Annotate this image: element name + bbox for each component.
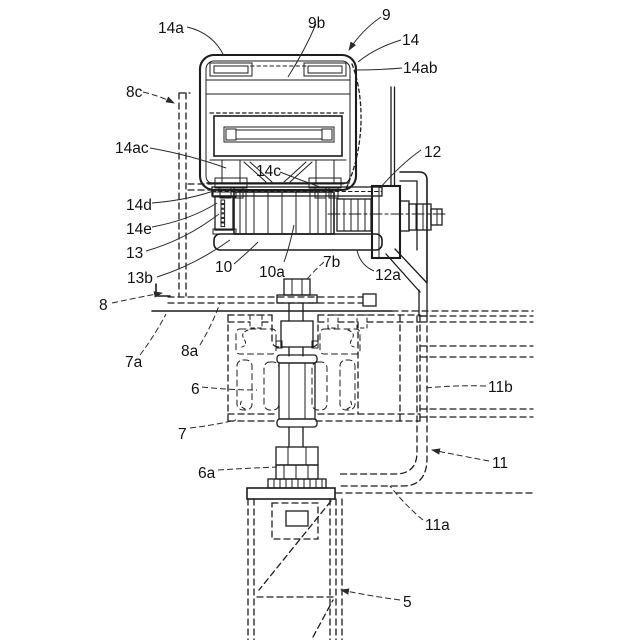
label-8a: 8a [181, 343, 199, 360]
label-12a: 12a [375, 267, 401, 284]
hanger-bolt [276, 279, 318, 348]
label-14d: 14d [126, 197, 152, 214]
label-14ab: 14ab [403, 60, 438, 77]
coupling-nut-6 [277, 348, 317, 447]
label-8c: 8c [126, 84, 143, 101]
label-13: 13 [126, 245, 144, 262]
label-14c: 14c [256, 163, 281, 180]
label-8: 8 [99, 297, 108, 314]
roller-flange [214, 234, 382, 250]
label-11a: 11a [425, 517, 450, 534]
label-14ac: 14ac [115, 140, 149, 157]
leader-lines [112, 17, 489, 600]
plate-8 [152, 284, 533, 311]
label-14: 14 [402, 32, 420, 49]
label-14e: 14e [126, 221, 152, 238]
dot-column [221, 200, 225, 227]
label-14a: 14a [158, 20, 184, 37]
post-5 [247, 488, 342, 640]
label-9: 9 [382, 7, 391, 24]
vertical-plate [391, 87, 395, 186]
label-13b: 13b [127, 270, 153, 287]
label-6: 6 [191, 381, 200, 398]
label-5: 5 [403, 594, 412, 611]
clamp-angle-12a [386, 172, 427, 316]
label-9b: 9b [308, 15, 326, 32]
label-11: 11 [492, 455, 509, 472]
label-7b: 7b [323, 254, 341, 271]
label-7a: 7a [125, 354, 143, 371]
label-6a: 6a [198, 465, 216, 482]
cover-dashed-outline-14ab [346, 64, 361, 189]
rail-continuation [420, 316, 533, 417]
label-11b: 11b [488, 379, 513, 396]
rail-cross-section [228, 315, 420, 421]
label-7: 7 [178, 426, 187, 443]
label-10: 10 [215, 259, 233, 276]
label-10a: 10a [259, 264, 285, 281]
bracket-8-dashed-outline [179, 93, 212, 296]
label-12: 12 [424, 144, 442, 161]
